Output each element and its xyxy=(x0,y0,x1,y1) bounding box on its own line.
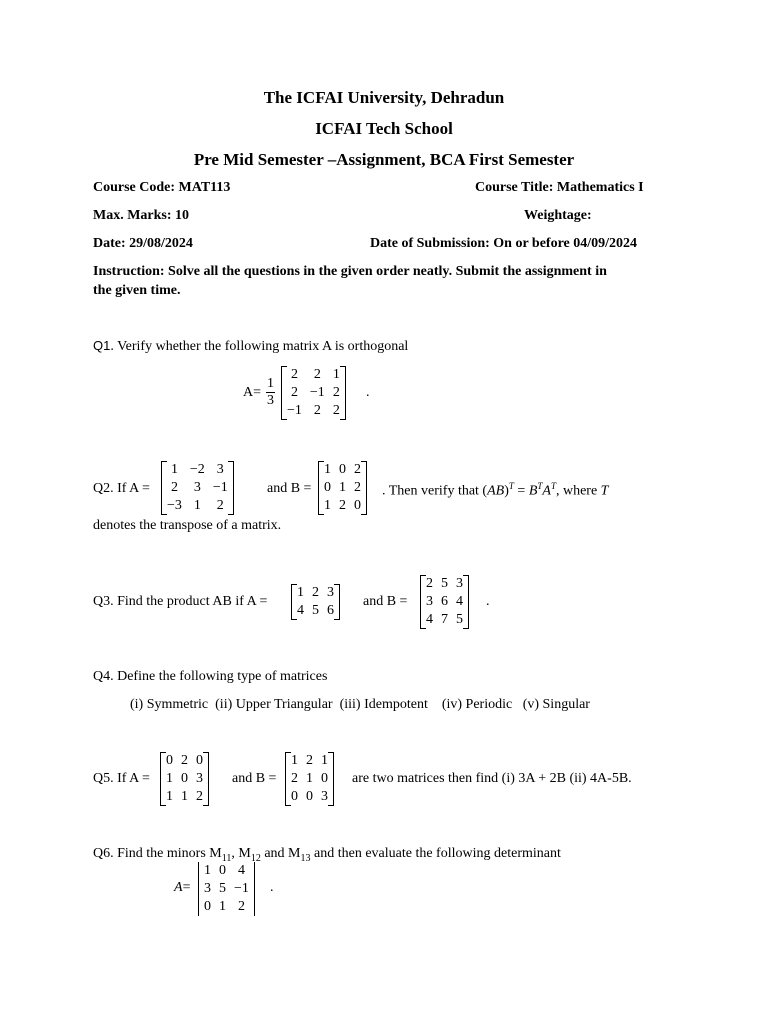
matrix-cell: 3 xyxy=(426,594,433,609)
q6-determinant xyxy=(198,862,255,916)
q2-sup-t1: T xyxy=(508,481,514,491)
q6-sub-11: 11 xyxy=(221,852,232,864)
university-title: The ICFAI University, Dehradun xyxy=(263,88,505,107)
matrix-cell: 1 xyxy=(321,753,328,768)
matrix-cell: −3 xyxy=(167,498,182,513)
q6-text xyxy=(93,846,561,864)
matrix-row xyxy=(287,788,332,806)
matrix-row xyxy=(200,880,253,898)
matrix-cell: 2 xyxy=(312,585,319,600)
instruction-line-1: Instruction: Solve all the questions in the given order neatly. Submit the assignment in xyxy=(93,264,607,279)
matrix-cell: 2 xyxy=(313,403,321,418)
q5-matrix-a xyxy=(160,752,209,806)
matrix-cell: 0 xyxy=(181,771,188,786)
q2-line-2: denotes the transpose of a matrix. xyxy=(93,518,282,533)
matrix-cell: 2 xyxy=(339,498,346,513)
matrix-cell: 1 xyxy=(324,462,331,477)
q5-prefix: Q5. If A = xyxy=(93,771,150,786)
matrix-cell: 3 xyxy=(196,771,203,786)
matrix-cell: 2 xyxy=(306,753,313,768)
matrix-cell: 1 xyxy=(204,863,211,878)
q6-lhs xyxy=(174,880,190,896)
matrix-cell: −1 xyxy=(287,403,302,418)
matrix-row xyxy=(283,384,344,402)
matrix-row xyxy=(163,479,232,497)
matrix-cell: 2 xyxy=(313,367,321,382)
matrix-cell: 2 xyxy=(290,367,298,382)
matrix-cell: 7 xyxy=(441,612,448,627)
assignment-title: Pre Mid Semester –Assignment, BCA First Semester xyxy=(193,150,575,169)
q2-matrix-a xyxy=(161,461,234,515)
matrix-row xyxy=(162,788,207,806)
q1-question: . Verify whether the following matrix A is orthogonal xyxy=(110,339,409,354)
matrix-cell: 1 xyxy=(306,771,313,786)
matrix-cell: 2 xyxy=(354,462,361,477)
matrix-cell: −1 xyxy=(212,480,228,495)
matrix-cell: 1 xyxy=(291,753,298,768)
q4-text: Q4. Define the following type of matrices xyxy=(93,669,328,684)
matrix-cell: 0 xyxy=(166,753,173,768)
matrix-cell: 2 xyxy=(181,753,188,768)
matrix-cell: 1 xyxy=(219,899,226,914)
matrix-cell: 2 xyxy=(291,771,298,786)
school-title: ICFAI Tech School xyxy=(315,119,453,138)
q2-and-b: and B = xyxy=(267,481,312,496)
matrix-cell: 0 xyxy=(291,789,298,804)
q3-matrix-a xyxy=(291,584,340,620)
matrix-row xyxy=(422,593,467,611)
q3-matrix-b xyxy=(420,575,469,629)
q6-sub-12: 12 xyxy=(250,852,261,864)
q2-eq: = xyxy=(513,483,529,499)
matrix-cell: 5 xyxy=(456,612,463,627)
q2-a: A xyxy=(542,483,551,499)
matrix-cell: 1 xyxy=(181,789,188,804)
matrix-cell: 1 xyxy=(193,498,201,513)
matrix-cell: 1 xyxy=(324,498,331,513)
q5-and-b: and B = xyxy=(232,771,277,786)
q2-matrix-b xyxy=(318,461,367,515)
matrix-cell: 2 xyxy=(290,385,298,400)
q4-types: (i) Symmetric (ii) Upper Triangular (iii) Idempotent (iv) Periodic (v) Singular xyxy=(130,697,590,712)
q6-end: . xyxy=(270,880,274,895)
q6-lhs-a: A xyxy=(174,880,183,895)
matrix-cell: 5 xyxy=(441,576,448,591)
q6-t1: Q6. Find the minors M xyxy=(93,846,222,861)
q1-fraction-denominator: 3 xyxy=(267,393,274,408)
matrix-row xyxy=(283,402,344,420)
course-code: Course Code: MAT113 xyxy=(93,180,231,195)
matrix-row xyxy=(163,497,232,515)
q1-matrix xyxy=(281,366,346,420)
q1-label: Q1 xyxy=(93,338,111,353)
matrix-cell: 0 xyxy=(204,899,211,914)
matrix-cell: 4 xyxy=(297,603,304,618)
matrix-cell: 0 xyxy=(306,789,313,804)
weightage: Weightage: xyxy=(524,208,592,223)
q6-eq: = xyxy=(182,880,191,895)
matrix-row xyxy=(162,770,207,788)
matrix-cell: 0 xyxy=(339,462,346,477)
q2-prefix: Q2. If A = xyxy=(93,481,150,496)
matrix-cell: 5 xyxy=(219,881,226,896)
matrix-row xyxy=(320,497,365,515)
course-title: Course Title: Mathematics I xyxy=(475,180,644,195)
matrix-cell: 4 xyxy=(237,863,245,878)
q5-matrix-b xyxy=(285,752,334,806)
matrix-row xyxy=(200,898,253,916)
matrix-cell: 0 xyxy=(196,753,203,768)
q1-text xyxy=(93,338,408,355)
q6-t2: , M xyxy=(231,846,251,861)
matrix-cell: 3 xyxy=(456,576,463,591)
matrix-cell: 2 xyxy=(237,899,245,914)
matrix-cell: 2 xyxy=(196,789,203,804)
matrix-cell: 1 xyxy=(166,789,173,804)
matrix-cell: 4 xyxy=(456,594,463,609)
q2-sup-t2: T xyxy=(537,481,543,491)
q2-ab: AB xyxy=(487,483,505,499)
matrix-cell: 1 xyxy=(332,367,340,382)
q2-t: T xyxy=(600,483,609,499)
matrix-cell: 0 xyxy=(219,863,226,878)
matrix-cell: 2 xyxy=(332,385,340,400)
matrix-row xyxy=(293,602,338,620)
submission-date: Date of Submission: On or before 04/09/2024 xyxy=(370,236,638,251)
matrix-cell: 1 xyxy=(166,771,173,786)
matrix-cell: 2 xyxy=(216,498,224,513)
matrix-cell: 4 xyxy=(426,612,433,627)
matrix-cell: −1 xyxy=(234,881,249,896)
q2-sup-t3: T xyxy=(550,481,556,491)
q6-sub-13: 13 xyxy=(300,852,311,864)
q5-suffix: are two matrices then find (i) 3A + 2B (ii) 4A-5B. xyxy=(352,771,632,786)
matrix-cell: 3 xyxy=(216,462,224,477)
matrix-cell: 0 xyxy=(324,480,331,495)
matrix-row xyxy=(320,461,365,479)
matrix-cell: 3 xyxy=(193,480,201,495)
q3-prefix: Q3. Find the product AB if A = xyxy=(93,594,268,609)
matrix-row xyxy=(162,752,207,770)
q1-end: . xyxy=(366,385,370,400)
matrix-cell: 3 xyxy=(327,585,334,600)
instruction-line-2: the given time. xyxy=(93,283,181,298)
matrix-cell: 2 xyxy=(170,480,178,495)
q3-end: . xyxy=(486,594,490,609)
matrix-row xyxy=(287,770,332,788)
q2-verify-text xyxy=(382,481,608,500)
matrix-cell: 2 xyxy=(426,576,433,591)
q6-t4: and then evaluate the following determinant xyxy=(310,846,561,861)
matrix-cell: 6 xyxy=(327,603,334,618)
matrix-cell: 6 xyxy=(441,594,448,609)
matrix-cell: 1 xyxy=(339,480,346,495)
matrix-cell: 2 xyxy=(332,403,340,418)
matrix-row xyxy=(287,752,332,770)
date: Date: 29/08/2024 xyxy=(93,236,193,251)
matrix-cell: 5 xyxy=(312,603,319,618)
q3-and-b: and B = xyxy=(363,594,408,609)
matrix-cell: 1 xyxy=(297,585,304,600)
q6-t3: and M xyxy=(260,846,301,861)
q2-then: . Then verify that ( xyxy=(382,483,488,499)
q1-fraction xyxy=(266,376,275,409)
q1-lhs: A= xyxy=(243,385,262,400)
q2-close: ) xyxy=(504,483,509,499)
matrix-row xyxy=(422,575,467,593)
matrix-cell: 3 xyxy=(204,881,211,896)
matrix-row xyxy=(283,366,344,384)
q1-fraction-numerator: 1 xyxy=(267,376,274,391)
matrix-cell: 0 xyxy=(321,771,328,786)
matrix-cell: 0 xyxy=(354,498,361,513)
matrix-row xyxy=(293,584,338,602)
matrix-cell: −1 xyxy=(309,385,325,400)
matrix-cell: 3 xyxy=(321,789,328,804)
matrix-row xyxy=(163,461,232,479)
max-marks: Max. Marks: 10 xyxy=(93,208,190,223)
matrix-row xyxy=(320,479,365,497)
matrix-cell: −2 xyxy=(189,462,205,477)
matrix-row xyxy=(422,611,467,629)
matrix-cell: 1 xyxy=(170,462,178,477)
matrix-cell: 2 xyxy=(354,480,361,495)
q2-b: B xyxy=(528,483,538,499)
q2-where: , where xyxy=(555,483,601,499)
matrix-row xyxy=(200,862,253,880)
